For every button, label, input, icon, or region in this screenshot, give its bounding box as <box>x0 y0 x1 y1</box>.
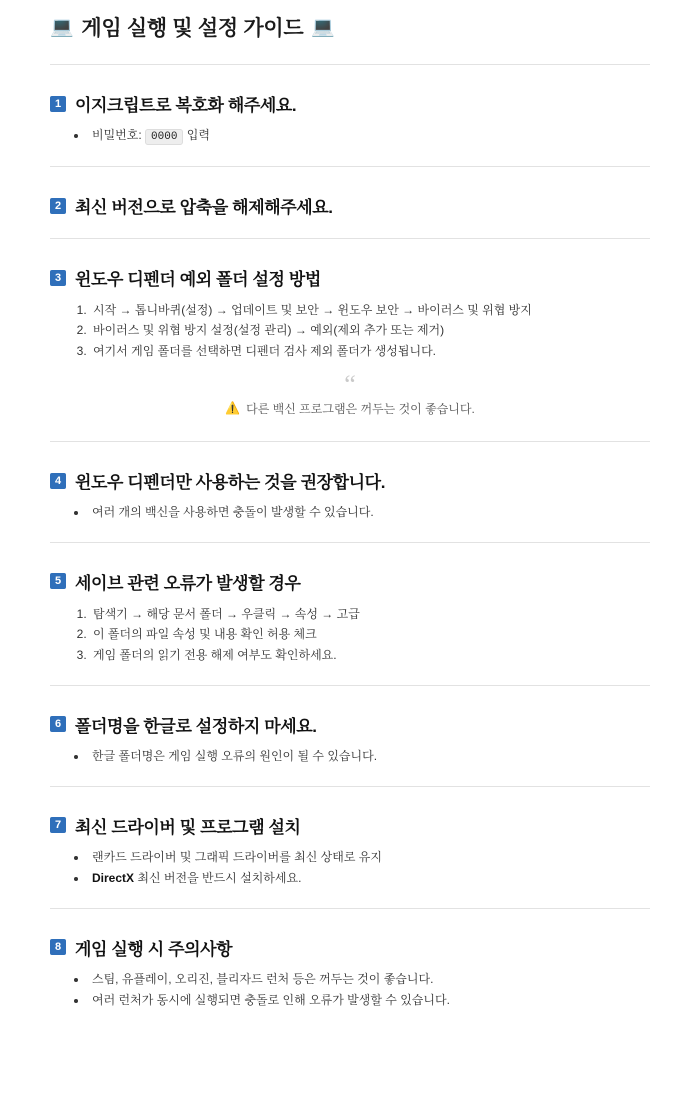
section-1-title: 이지크립트로 복호화 해주세요. <box>75 96 297 115</box>
section-1-heading <box>50 91 650 116</box>
directx-label: DirectX <box>92 871 135 886</box>
section-4-bullets <box>50 503 650 522</box>
section-3 <box>50 265 650 421</box>
section-3-heading <box>50 265 650 290</box>
list-item: 2. 이 폴더의 파일 속성 및 내용 확인 허용 체크 <box>90 624 650 644</box>
section-2 <box>50 193 650 218</box>
section-3-callout <box>60 370 640 421</box>
divider <box>50 238 650 239</box>
laptop-icon-right: 💻 <box>311 17 335 38</box>
list-item <box>88 126 650 146</box>
list-item: 1. 탐색기 → 해당 문서 폴더 → 우클릭 → 속성 → 고급 <box>90 604 650 624</box>
list-item: • 랜카드 드라이버 및 그래픽 드라이버를 최신 상태로 유지 <box>88 848 650 867</box>
section-8 <box>50 935 650 1010</box>
list-item <box>88 869 650 888</box>
section-3-title: 윈도우 디펜더 예외 폴더 설정 방법 <box>75 270 321 290</box>
divider <box>50 786 650 787</box>
quote-mark-icon: “ <box>344 370 356 400</box>
document-page <box>0 12 700 1029</box>
directx-rest: 최신 버전을 반드시 설치하세요. <box>134 871 302 886</box>
section-2-heading <box>50 193 650 218</box>
section-5-steps <box>50 604 650 665</box>
section-6-title: 폴더명을 한글로 설정하지 마세요. <box>75 716 317 736</box>
divider <box>50 542 650 543</box>
section-4-number: 4 <box>50 473 66 489</box>
list-item: • 한글 폴더명은 게임 실행 오류의 원인이 될 수 있습니다. <box>88 747 650 766</box>
section-1-bullets <box>50 126 650 146</box>
callout-text-wrap <box>225 400 475 417</box>
divider <box>50 166 650 167</box>
section-8-number: 8 <box>50 939 66 955</box>
list-item: • 여러 런처가 동시에 실행되면 충돌로 인해 오류가 발생할 수 있습니다. <box>88 991 650 1010</box>
list-item: 1. 시작 → 톱니바퀴(설정) → 업데이트 및 보안 → 윈도우 보안 → 바이러스 및 위협 방지 <box>90 300 650 320</box>
section-5-number: 5 <box>50 573 66 589</box>
section-7-title: 최신 드라이버 및 프로그램 설치 <box>75 817 301 837</box>
section-8-bullets <box>50 970 650 1010</box>
section-1 <box>50 91 650 146</box>
section-5 <box>50 569 650 665</box>
list-item: 3. 여기서 게임 폴더를 선택하면 디펜더 검사 제외 폴더가 생성됩니다. <box>90 341 650 361</box>
laptop-icon-left: 💻 <box>50 17 74 38</box>
list-item: • 여러 개의 백신을 사용하면 충돌이 발생할 수 있습니다. <box>88 503 650 522</box>
page-title <box>50 12 660 42</box>
section-7-heading <box>50 813 650 838</box>
section-1-number: 1 <box>50 96 66 112</box>
list-item: • 스팀, 유플레이, 오리진, 블리자드 런처 등은 꺼두는 것이 좋습니다. <box>88 970 650 989</box>
section-2-title: 최신 버전으로 압축을 해제해주세요. <box>75 198 333 218</box>
divider <box>50 441 650 442</box>
divider <box>50 64 650 65</box>
section-5-heading <box>50 569 650 594</box>
section-4-heading <box>50 468 650 493</box>
section-7 <box>50 813 650 888</box>
section-6-heading <box>50 712 650 737</box>
warning-icon: ⚠️ <box>225 401 241 416</box>
section-3-number: 3 <box>50 270 66 286</box>
page-title-text: 게임 실행 및 설정 가이드 <box>81 17 304 40</box>
section-2-number: 2 <box>50 198 66 214</box>
section-5-title: 세이브 관련 오류가 발생할 경우 <box>75 573 301 593</box>
section-3-steps <box>50 300 650 361</box>
section-8-heading <box>50 935 650 960</box>
divider <box>50 685 650 686</box>
section-4-title: 윈도우 디펜더만 사용하는 것을 권장합니다. <box>75 473 386 493</box>
callout-text: 다른 백신 프로그램은 꺼두는 것이 좋습니다. <box>246 401 475 416</box>
password-label: 비밀번호: <box>92 128 146 142</box>
list-item: 2. 바이러스 및 위협 방지 설정(설정 관리) → 예외(제외 추가 또는 제거) <box>90 320 650 340</box>
bottom-spacer <box>40 1013 660 1019</box>
section-6-number: 6 <box>50 716 66 732</box>
section-6 <box>50 712 650 766</box>
password-code: 0000 <box>145 129 183 145</box>
list-item: 3. 게임 폴더의 읽기 전용 해제 여부도 확인하세요. <box>90 645 650 665</box>
password-suffix: 입력 <box>183 128 210 142</box>
section-8-title: 게임 실행 시 주의사항 <box>75 939 233 959</box>
section-7-number: 7 <box>50 817 66 833</box>
section-4 <box>50 468 650 522</box>
section-6-bullets <box>50 747 650 766</box>
section-7-bullets <box>50 848 650 888</box>
divider <box>50 908 650 909</box>
